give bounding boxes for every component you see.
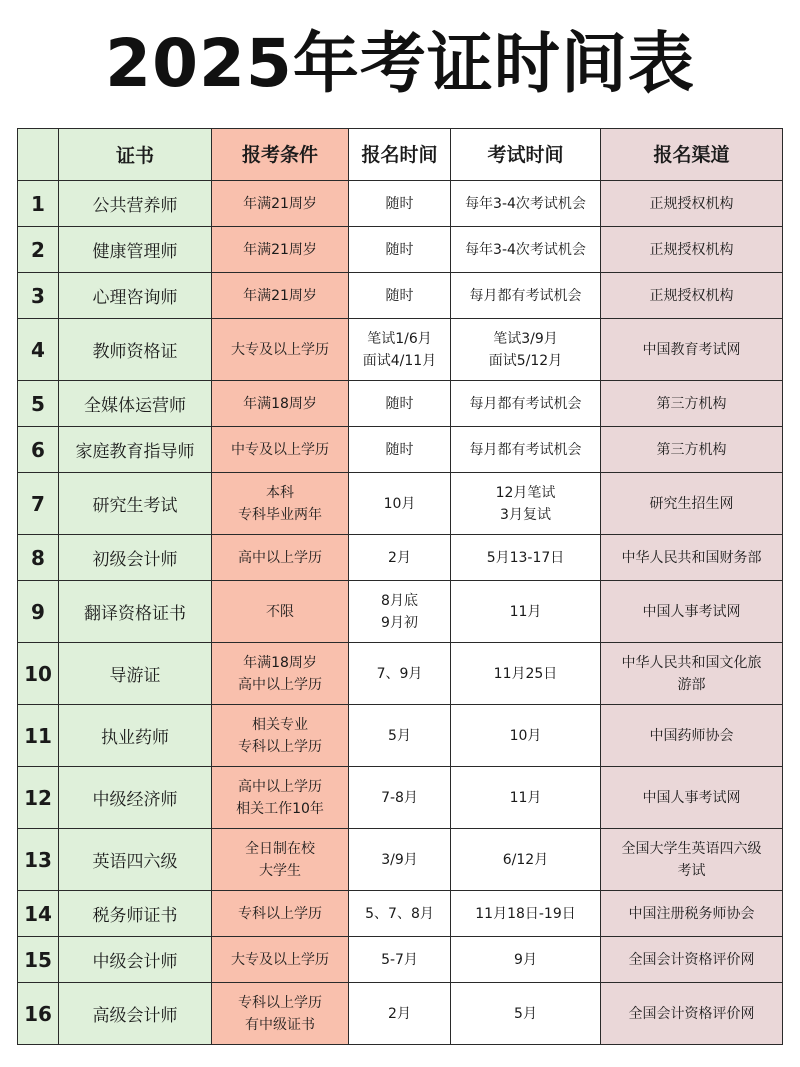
- registration-channel-line: 全国会计资格评价网: [628, 951, 755, 968]
- exam-schedule-table: [17, 128, 783, 1045]
- exam-time-line: 3月复试: [500, 506, 551, 523]
- exam-time-line: 每月都有考试机会: [469, 395, 582, 412]
- eligibility-condition-line: 全日制在校: [245, 840, 315, 857]
- row-number: 1: [18, 181, 59, 227]
- registration-channel: [601, 181, 783, 227]
- eligibility-condition: [212, 829, 349, 891]
- eligibility-condition-line: 大专及以上学历: [231, 951, 329, 968]
- eligibility-condition: [212, 983, 349, 1045]
- registration-time-line: 10月: [383, 495, 416, 512]
- table-row: [18, 319, 783, 381]
- certificate-name: 研究生考试: [59, 473, 212, 535]
- exam-time: [451, 643, 601, 705]
- eligibility-condition: [212, 705, 349, 767]
- certificate-name: 公共营养师: [59, 181, 212, 227]
- exam-time-line: 5月: [514, 1005, 537, 1022]
- eligibility-condition: [212, 181, 349, 227]
- table-row: [18, 181, 783, 227]
- certificate-name: 全媒体运营师: [59, 381, 212, 427]
- eligibility-condition-line: 专科以上学历: [238, 738, 322, 755]
- eligibility-condition-line: 年满21周岁: [243, 287, 317, 304]
- certificate-name: 导游证: [59, 643, 212, 705]
- eligibility-condition: [212, 891, 349, 937]
- certificate-name: 税务师证书: [59, 891, 212, 937]
- exam-time-line: 每年3-4次考试机会: [465, 241, 586, 258]
- row-number: 7: [18, 473, 59, 535]
- eligibility-condition: [212, 937, 349, 983]
- exam-time-line: 9月: [514, 951, 537, 968]
- registration-time-line: 7、9月: [376, 665, 423, 682]
- eligibility-condition-line: 高中以上学历: [238, 778, 322, 795]
- registration-channel: [601, 983, 783, 1045]
- registration-time: [349, 829, 451, 891]
- exam-time: [451, 381, 601, 427]
- row-number: 15: [18, 937, 59, 983]
- registration-time-line: 随时: [385, 395, 414, 412]
- registration-channel-line: 中华人民共和国财务部: [621, 549, 762, 566]
- table-row: [18, 643, 783, 705]
- table-row: [18, 273, 783, 319]
- header-cert: 证书: [59, 129, 212, 181]
- eligibility-condition: [212, 273, 349, 319]
- row-number: 3: [18, 273, 59, 319]
- registration-channel: [601, 319, 783, 381]
- certificate-name: 高级会计师: [59, 983, 212, 1045]
- header-reg: 报名时间: [349, 129, 451, 181]
- registration-time: [349, 535, 451, 581]
- exam-time: [451, 705, 601, 767]
- registration-channel-line: 研究生招生网: [649, 495, 734, 512]
- certificate-name: 教师资格证: [59, 319, 212, 381]
- exam-time: [451, 829, 601, 891]
- registration-time-line: 9月初: [381, 614, 418, 631]
- registration-channel-line: 中华人民共和国文化旅: [621, 654, 762, 671]
- registration-time: [349, 181, 451, 227]
- table-row: [18, 473, 783, 535]
- certificate-name: 中级经济师: [59, 767, 212, 829]
- registration-time: [349, 643, 451, 705]
- certificate-name: 心理咨询师: [59, 273, 212, 319]
- exam-time: [451, 581, 601, 643]
- registration-time-line: 随时: [385, 241, 414, 258]
- page-title: 2025年考证时间表: [105, 25, 695, 102]
- exam-time-line: 11月: [509, 789, 542, 806]
- registration-time-line: 5-7月: [381, 951, 418, 968]
- exam-time: [451, 273, 601, 319]
- eligibility-condition-line: 不限: [266, 603, 294, 620]
- eligibility-condition-line: 年满18周岁: [243, 654, 317, 671]
- row-number: 8: [18, 535, 59, 581]
- eligibility-condition: [212, 319, 349, 381]
- exam-time: [451, 891, 601, 937]
- registration-channel-line: 中国教育考试网: [642, 341, 741, 358]
- eligibility-condition: [212, 535, 349, 581]
- certificate-name: 英语四六级: [59, 829, 212, 891]
- registration-channel: [601, 227, 783, 273]
- registration-channel-line: 正规授权机构: [649, 195, 734, 212]
- exam-time: [451, 227, 601, 273]
- table-row: [18, 227, 783, 273]
- exam-time-line: 每月都有考试机会: [469, 287, 582, 304]
- registration-time-line: 面试4/11月: [362, 352, 437, 369]
- eligibility-condition-line: 专科以上学历: [238, 994, 322, 1011]
- header-row: [18, 129, 783, 181]
- certificate-name: 翻译资格证书: [59, 581, 212, 643]
- row-number: 14: [18, 891, 59, 937]
- registration-time-line: 3/9月: [381, 851, 418, 868]
- registration-time: [349, 273, 451, 319]
- eligibility-condition-line: 有中级证书: [245, 1016, 315, 1033]
- registration-time: [349, 581, 451, 643]
- eligibility-condition-line: 专科毕业两年: [238, 506, 322, 523]
- registration-time-line: 8月底: [381, 592, 418, 609]
- registration-channel: [601, 581, 783, 643]
- table-row: [18, 891, 783, 937]
- registration-time: [349, 705, 451, 767]
- exam-time-line: 5月13-17日: [486, 549, 565, 566]
- eligibility-condition-line: 年满21周岁: [243, 195, 317, 212]
- row-number: 10: [18, 643, 59, 705]
- exam-time-line: 6/12月: [502, 851, 549, 868]
- row-number: 6: [18, 427, 59, 473]
- table-row: [18, 937, 783, 983]
- registration-time: [349, 227, 451, 273]
- table-row: [18, 381, 783, 427]
- exam-time-line: 每月都有考试机会: [469, 441, 582, 458]
- registration-channel-line: 第三方机构: [656, 395, 727, 412]
- registration-time: [349, 427, 451, 473]
- registration-time: [349, 891, 451, 937]
- table-row: [18, 983, 783, 1045]
- eligibility-condition-line: 中专及以上学历: [231, 441, 329, 458]
- exam-time-line: 11月18日-19日: [475, 905, 576, 922]
- registration-channel: [601, 937, 783, 983]
- eligibility-condition-line: 大专及以上学历: [231, 341, 329, 358]
- header-chan: 报名渠道: [601, 129, 783, 181]
- registration-channel: [601, 829, 783, 891]
- exam-time: [451, 319, 601, 381]
- exam-time: [451, 767, 601, 829]
- registration-channel-line: 考试: [677, 862, 706, 879]
- eligibility-condition-line: 高中以上学历: [238, 549, 322, 566]
- registration-time-line: 随时: [385, 195, 414, 212]
- registration-time: [349, 983, 451, 1045]
- registration-time: [349, 767, 451, 829]
- exam-time-line: 笔试3/9月: [493, 330, 558, 347]
- registration-channel: [601, 427, 783, 473]
- eligibility-condition: [212, 473, 349, 535]
- exam-time-line: 11月25日: [493, 665, 558, 682]
- registration-time-line: 随时: [385, 287, 414, 304]
- exam-time: [451, 983, 601, 1045]
- registration-time-line: 5、7、8月: [365, 905, 434, 922]
- registration-time: [349, 381, 451, 427]
- table-row: [18, 581, 783, 643]
- table-row: [18, 427, 783, 473]
- header-num: [18, 129, 59, 181]
- certificate-name: 中级会计师: [59, 937, 212, 983]
- table-body: [18, 181, 783, 1045]
- registration-time-line: 笔试1/6月: [367, 330, 432, 347]
- certificate-name: 执业药师: [59, 705, 212, 767]
- row-number: 5: [18, 381, 59, 427]
- table-row: [18, 829, 783, 891]
- registration-time-line: 随时: [385, 441, 414, 458]
- header-exam: 考试时间: [451, 129, 601, 181]
- row-number: 2: [18, 227, 59, 273]
- exam-time-line: 面试5/12月: [488, 352, 563, 369]
- exam-time: [451, 181, 601, 227]
- row-number: 11: [18, 705, 59, 767]
- registration-channel-line: 中国注册税务师协会: [628, 905, 755, 922]
- exam-time-line: 11月: [509, 603, 542, 620]
- registration-channel: [601, 381, 783, 427]
- row-number: 16: [18, 983, 59, 1045]
- registration-channel: [601, 767, 783, 829]
- registration-channel: [601, 891, 783, 937]
- table-row: [18, 705, 783, 767]
- eligibility-condition-line: 本科: [266, 484, 294, 501]
- header-cond: 报考条件: [212, 129, 349, 181]
- table-row: [18, 535, 783, 581]
- registration-channel: [601, 535, 783, 581]
- eligibility-condition: [212, 227, 349, 273]
- exam-time: [451, 535, 601, 581]
- eligibility-condition: [212, 767, 349, 829]
- registration-channel-line: 中国人事考试网: [642, 789, 741, 806]
- registration-time: [349, 473, 451, 535]
- eligibility-condition-line: 年满21周岁: [243, 241, 317, 258]
- registration-channel-line: 中国人事考试网: [642, 603, 741, 620]
- eligibility-condition-line: 年满18周岁: [243, 395, 317, 412]
- registration-channel-line: 中国药师协会: [649, 727, 734, 744]
- registration-time-line: 2月: [388, 1005, 411, 1022]
- registration-channel-line: 正规授权机构: [649, 241, 734, 258]
- certificate-name: 家庭教育指导师: [59, 427, 212, 473]
- eligibility-condition-line: 相关工作10年: [236, 800, 324, 817]
- exam-time-line: 12月笔试: [495, 484, 556, 501]
- eligibility-condition-line: 高中以上学历: [238, 676, 322, 693]
- registration-channel: [601, 705, 783, 767]
- eligibility-condition: [212, 381, 349, 427]
- registration-channel-line: 第三方机构: [656, 441, 727, 458]
- registration-time-line: 2月: [388, 549, 411, 566]
- exam-time: [451, 937, 601, 983]
- eligibility-condition: [212, 581, 349, 643]
- certificate-name: 健康管理师: [59, 227, 212, 273]
- eligibility-condition: [212, 643, 349, 705]
- exam-time: [451, 427, 601, 473]
- row-number: 9: [18, 581, 59, 643]
- table-row: [18, 767, 783, 829]
- eligibility-condition: [212, 427, 349, 473]
- registration-channel-line: 正规授权机构: [649, 287, 734, 304]
- exam-time-line: 10月: [509, 727, 542, 744]
- registration-channel: [601, 643, 783, 705]
- row-number: 12: [18, 767, 59, 829]
- registration-time-line: 5月: [388, 727, 411, 744]
- eligibility-condition-line: 大学生: [259, 862, 301, 879]
- eligibility-condition-line: 相关专业: [252, 716, 308, 733]
- registration-channel-line: 游部: [677, 676, 706, 693]
- registration-channel-line: 全国会计资格评价网: [628, 1005, 755, 1022]
- registration-channel-line: 全国大学生英语四六级: [621, 840, 762, 857]
- exam-time-line: 每年3-4次考试机会: [465, 195, 586, 212]
- registration-time: [349, 937, 451, 983]
- eligibility-condition-line: 专科以上学历: [238, 905, 322, 922]
- registration-time: [349, 319, 451, 381]
- registration-time-line: 7-8月: [381, 789, 418, 806]
- exam-time: [451, 473, 601, 535]
- row-number: 13: [18, 829, 59, 891]
- registration-channel: [601, 273, 783, 319]
- row-number: 4: [18, 319, 59, 381]
- certificate-name: 初级会计师: [59, 535, 212, 581]
- registration-channel: [601, 473, 783, 535]
